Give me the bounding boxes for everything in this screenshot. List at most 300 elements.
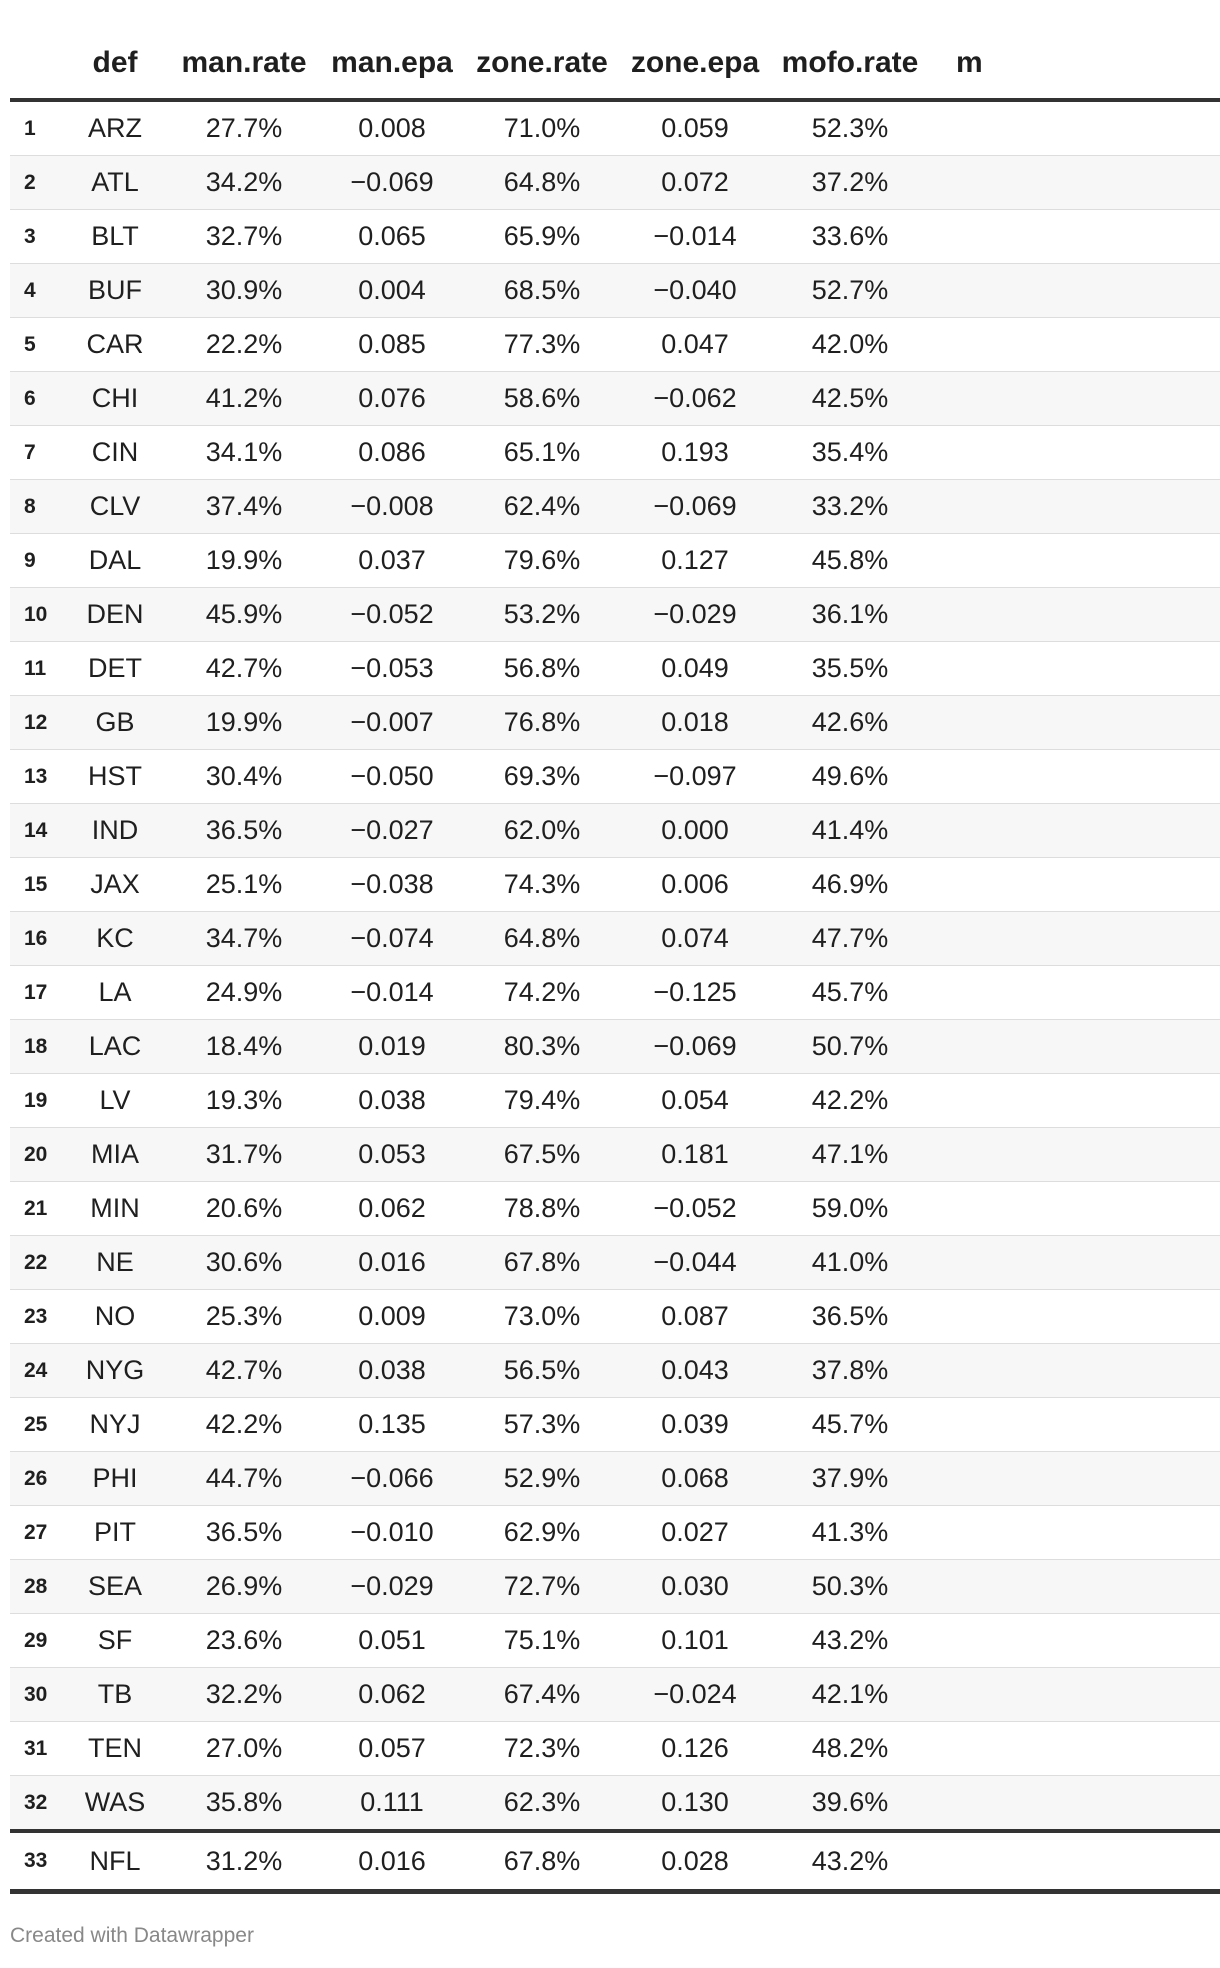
team-cell: MIA — [70, 1128, 160, 1182]
man-rate-cell: 30.4% — [160, 750, 328, 804]
zone-rate-cell: 56.5% — [456, 1344, 628, 1398]
man-rate-cell: 19.9% — [160, 696, 328, 750]
zone-rate-cell: 71.0% — [456, 100, 628, 156]
rank-cell: 30 — [10, 1668, 70, 1722]
man-rate-cell: 34.2% — [160, 156, 328, 210]
man-epa-cell: 0.038 — [328, 1074, 456, 1128]
mofo-rate-cell: 47.1% — [762, 1128, 938, 1182]
table-row — [10, 534, 1220, 588]
team-cell: TB — [70, 1668, 160, 1722]
zone-epa-cell: −0.052 — [628, 1182, 762, 1236]
mofo-rate-cell: 46.9% — [762, 858, 938, 912]
zone-rate-cell: 68.5% — [456, 264, 628, 318]
truncated-cell — [938, 858, 1220, 912]
table-row — [10, 1020, 1220, 1074]
team-cell: LAC — [70, 1020, 160, 1074]
zone-epa-cell: 0.072 — [628, 156, 762, 210]
man-rate-cell: 37.4% — [160, 480, 328, 534]
rank-cell: 14 — [10, 804, 70, 858]
rank-cell: 1 — [10, 100, 70, 156]
table-row — [10, 1452, 1220, 1506]
table-body — [10, 100, 1220, 1892]
truncated-cell — [938, 1776, 1220, 1832]
man-epa-cell: −0.069 — [328, 156, 456, 210]
zone-rate-cell: 65.1% — [456, 426, 628, 480]
table-row — [10, 1722, 1220, 1776]
zone-rate-cell: 72.3% — [456, 1722, 628, 1776]
zone-epa-cell: −0.014 — [628, 210, 762, 264]
team-cell: CAR — [70, 318, 160, 372]
table-row — [10, 1236, 1220, 1290]
man-rate-cell: 30.9% — [160, 264, 328, 318]
man-rate-cell: 25.1% — [160, 858, 328, 912]
rank-cell: 23 — [10, 1290, 70, 1344]
man-epa-cell: −0.008 — [328, 480, 456, 534]
table-row — [10, 1668, 1220, 1722]
column-header-mofo-rate: mofo.rate — [781, 46, 919, 79]
zone-epa-cell: 0.193 — [628, 426, 762, 480]
table-row — [10, 966, 1220, 1020]
rank-cell: 33 — [10, 1831, 70, 1892]
table-row — [10, 156, 1220, 210]
zone-epa-cell: 0.074 — [628, 912, 762, 966]
truncated-cell — [938, 156, 1220, 210]
man-epa-cell: −0.027 — [328, 804, 456, 858]
rank-cell: 11 — [10, 642, 70, 696]
table-row — [10, 858, 1220, 912]
mofo-rate-cell: 47.7% — [762, 912, 938, 966]
rank-cell: 9 — [10, 534, 70, 588]
truncated-cell — [938, 696, 1220, 750]
zone-epa-cell: −0.125 — [628, 966, 762, 1020]
truncated-cell — [938, 372, 1220, 426]
zone-rate-cell: 64.8% — [456, 912, 628, 966]
zone-rate-cell: 64.8% — [456, 156, 628, 210]
table-row — [10, 426, 1220, 480]
man-rate-cell: 42.7% — [160, 1344, 328, 1398]
man-rate-cell: 25.3% — [160, 1290, 328, 1344]
team-cell: ARZ — [70, 100, 160, 156]
man-rate-cell: 34.1% — [160, 426, 328, 480]
team-cell: CLV — [70, 480, 160, 534]
mofo-rate-cell: 43.2% — [762, 1614, 938, 1668]
column-header-rank — [10, 28, 70, 100]
table-row — [10, 1506, 1220, 1560]
rank-cell: 28 — [10, 1560, 70, 1614]
mofo-rate-cell: 37.2% — [762, 156, 938, 210]
zone-epa-cell: 0.049 — [628, 642, 762, 696]
mofo-rate-cell: 45.8% — [762, 534, 938, 588]
truncated-cell — [938, 966, 1220, 1020]
man-epa-cell: −0.014 — [328, 966, 456, 1020]
man-epa-cell: 0.016 — [328, 1236, 456, 1290]
zone-epa-cell: 0.018 — [628, 696, 762, 750]
rank-cell: 10 — [10, 588, 70, 642]
mofo-rate-cell: 50.3% — [762, 1560, 938, 1614]
truncated-cell — [938, 100, 1220, 156]
zone-rate-cell: 75.1% — [456, 1614, 628, 1668]
man-epa-cell: 0.065 — [328, 210, 456, 264]
data-table — [10, 28, 1220, 1894]
man-rate-cell: 30.6% — [160, 1236, 328, 1290]
rank-cell: 22 — [10, 1236, 70, 1290]
zone-rate-cell: 79.4% — [456, 1074, 628, 1128]
zone-rate-cell: 65.9% — [456, 210, 628, 264]
man-rate-cell: 18.4% — [160, 1020, 328, 1074]
truncated-cell — [938, 1344, 1220, 1398]
team-cell: NYG — [70, 1344, 160, 1398]
mofo-rate-cell: 35.5% — [762, 642, 938, 696]
man-epa-cell: −0.038 — [328, 858, 456, 912]
truncated-cell — [938, 426, 1220, 480]
man-epa-cell: 0.076 — [328, 372, 456, 426]
rank-cell: 26 — [10, 1452, 70, 1506]
truncated-cell — [938, 1831, 1220, 1892]
rank-cell: 25 — [10, 1398, 70, 1452]
truncated-cell — [938, 1182, 1220, 1236]
table-row — [10, 372, 1220, 426]
mofo-rate-cell: 49.6% — [762, 750, 938, 804]
zone-rate-cell: 57.3% — [456, 1398, 628, 1452]
man-epa-cell: −0.010 — [328, 1506, 456, 1560]
rank-cell: 12 — [10, 696, 70, 750]
rank-cell: 3 — [10, 210, 70, 264]
table-row — [10, 1182, 1220, 1236]
rank-cell: 24 — [10, 1344, 70, 1398]
zone-rate-cell: 79.6% — [456, 534, 628, 588]
zone-rate-cell: 62.4% — [456, 480, 628, 534]
man-rate-cell: 31.2% — [160, 1831, 328, 1892]
header-row — [10, 28, 1220, 100]
zone-epa-cell: 0.027 — [628, 1506, 762, 1560]
mofo-rate-cell: 33.6% — [762, 210, 938, 264]
mofo-rate-cell: 33.2% — [762, 480, 938, 534]
rank-cell: 19 — [10, 1074, 70, 1128]
team-cell: LA — [70, 966, 160, 1020]
rank-cell: 5 — [10, 318, 70, 372]
man-rate-cell: 26.9% — [160, 1560, 328, 1614]
zone-rate-cell: 73.0% — [456, 1290, 628, 1344]
man-epa-cell: −0.074 — [328, 912, 456, 966]
man-rate-cell: 27.7% — [160, 100, 328, 156]
table-row — [10, 480, 1220, 534]
zone-rate-cell: 80.3% — [456, 1020, 628, 1074]
team-cell: JAX — [70, 858, 160, 912]
truncated-cell — [938, 1236, 1220, 1290]
zone-epa-cell: 0.087 — [628, 1290, 762, 1344]
zone-rate-cell: 67.5% — [456, 1128, 628, 1182]
team-cell: BLT — [70, 210, 160, 264]
man-epa-cell: 0.057 — [328, 1722, 456, 1776]
column-header-man-rate: man.rate — [181, 46, 307, 79]
man-epa-cell: 0.051 — [328, 1614, 456, 1668]
zone-epa-cell: 0.028 — [628, 1831, 762, 1892]
zone-epa-cell: −0.044 — [628, 1236, 762, 1290]
truncated-cell — [938, 1560, 1220, 1614]
zone-epa-cell: 0.043 — [628, 1344, 762, 1398]
man-epa-cell: −0.050 — [328, 750, 456, 804]
table-row — [10, 642, 1220, 696]
man-rate-cell: 23.6% — [160, 1614, 328, 1668]
team-cell: CHI — [70, 372, 160, 426]
team-cell: IND — [70, 804, 160, 858]
zone-epa-cell: 0.181 — [628, 1128, 762, 1182]
zone-epa-cell: 0.068 — [628, 1452, 762, 1506]
team-cell: PHI — [70, 1452, 160, 1506]
zone-rate-cell: 67.8% — [456, 1236, 628, 1290]
zone-epa-cell: 0.030 — [628, 1560, 762, 1614]
zone-epa-cell: 0.006 — [628, 858, 762, 912]
mofo-rate-cell: 42.5% — [762, 372, 938, 426]
table-row — [10, 1128, 1220, 1182]
rank-cell: 6 — [10, 372, 70, 426]
man-epa-cell: 0.135 — [328, 1398, 456, 1452]
zone-epa-cell: 0.126 — [628, 1722, 762, 1776]
team-cell: MIN — [70, 1182, 160, 1236]
mofo-rate-cell: 35.4% — [762, 426, 938, 480]
rank-cell: 4 — [10, 264, 70, 318]
truncated-cell — [938, 264, 1220, 318]
zone-rate-cell: 67.8% — [456, 1831, 628, 1892]
truncated-cell — [938, 1614, 1220, 1668]
man-rate-cell: 35.8% — [160, 1776, 328, 1832]
man-epa-cell: 0.037 — [328, 534, 456, 588]
zone-rate-cell: 67.4% — [456, 1668, 628, 1722]
mofo-rate-cell: 37.8% — [762, 1344, 938, 1398]
zone-epa-cell: −0.069 — [628, 480, 762, 534]
man-rate-cell: 44.7% — [160, 1452, 328, 1506]
table-row — [10, 210, 1220, 264]
man-epa-cell: 0.008 — [328, 100, 456, 156]
man-rate-cell: 42.7% — [160, 642, 328, 696]
team-cell: ATL — [70, 156, 160, 210]
team-cell: SF — [70, 1614, 160, 1668]
zone-rate-cell: 76.8% — [456, 696, 628, 750]
truncated-cell — [938, 912, 1220, 966]
zone-rate-cell: 74.3% — [456, 858, 628, 912]
table-row — [10, 804, 1220, 858]
truncated-cell — [938, 642, 1220, 696]
team-cell: WAS — [70, 1776, 160, 1832]
man-rate-cell: 22.2% — [160, 318, 328, 372]
rank-cell: 29 — [10, 1614, 70, 1668]
man-rate-cell: 19.9% — [160, 534, 328, 588]
man-rate-cell: 41.2% — [160, 372, 328, 426]
zone-epa-cell: 0.130 — [628, 1776, 762, 1832]
table-row — [10, 1074, 1220, 1128]
mofo-rate-cell: 37.9% — [762, 1452, 938, 1506]
man-epa-cell: 0.053 — [328, 1128, 456, 1182]
mofo-rate-cell: 36.5% — [762, 1290, 938, 1344]
man-epa-cell: 0.038 — [328, 1344, 456, 1398]
footer-credit: Created with Datawrapper — [10, 1924, 254, 1947]
truncated-cell — [938, 1506, 1220, 1560]
rank-cell: 7 — [10, 426, 70, 480]
zone-rate-cell: 52.9% — [456, 1452, 628, 1506]
rank-cell: 18 — [10, 1020, 70, 1074]
team-cell: CIN — [70, 426, 160, 480]
rank-cell: 16 — [10, 912, 70, 966]
zone-rate-cell: 62.3% — [456, 1776, 628, 1832]
team-cell: NE — [70, 1236, 160, 1290]
team-cell: DEN — [70, 588, 160, 642]
rank-cell: 17 — [10, 966, 70, 1020]
man-rate-cell: 42.2% — [160, 1398, 328, 1452]
zone-epa-cell: −0.040 — [628, 264, 762, 318]
man-rate-cell: 31.7% — [160, 1128, 328, 1182]
man-epa-cell: 0.062 — [328, 1182, 456, 1236]
team-cell: NFL — [70, 1831, 160, 1892]
zone-rate-cell: 62.0% — [456, 804, 628, 858]
truncated-cell — [938, 1128, 1220, 1182]
zone-epa-cell: 0.127 — [628, 534, 762, 588]
man-epa-cell: −0.052 — [328, 588, 456, 642]
zone-epa-cell: −0.069 — [628, 1020, 762, 1074]
team-cell: DET — [70, 642, 160, 696]
table-row — [10, 1398, 1220, 1452]
mofo-rate-cell: 42.0% — [762, 318, 938, 372]
man-rate-cell: 36.5% — [160, 1506, 328, 1560]
zone-epa-cell: 0.059 — [628, 100, 762, 156]
zone-epa-cell: 0.101 — [628, 1614, 762, 1668]
table-row — [10, 1776, 1220, 1832]
team-cell: HST — [70, 750, 160, 804]
rank-cell: 32 — [10, 1776, 70, 1832]
table-row — [10, 1290, 1220, 1344]
man-rate-cell: 19.3% — [160, 1074, 328, 1128]
truncated-cell — [938, 1398, 1220, 1452]
man-rate-cell: 36.5% — [160, 804, 328, 858]
table-row — [10, 588, 1220, 642]
zone-rate-cell: 74.2% — [456, 966, 628, 1020]
man-epa-cell: 0.009 — [328, 1290, 456, 1344]
mofo-rate-cell: 41.4% — [762, 804, 938, 858]
mofo-rate-cell: 43.2% — [762, 1831, 938, 1892]
rank-cell: 15 — [10, 858, 70, 912]
team-cell: TEN — [70, 1722, 160, 1776]
team-cell: GB — [70, 696, 160, 750]
truncated-cell — [938, 480, 1220, 534]
zone-rate-cell: 78.8% — [456, 1182, 628, 1236]
zone-rate-cell: 56.8% — [456, 642, 628, 696]
rank-cell: 2 — [10, 156, 70, 210]
man-rate-cell: 20.6% — [160, 1182, 328, 1236]
rank-cell: 21 — [10, 1182, 70, 1236]
mofo-rate-cell: 42.1% — [762, 1668, 938, 1722]
mofo-rate-cell: 50.7% — [762, 1020, 938, 1074]
column-header-truncated: m — [956, 46, 983, 79]
truncated-cell — [938, 1020, 1220, 1074]
table-row-total — [10, 1831, 1220, 1892]
rank-cell: 20 — [10, 1128, 70, 1182]
man-rate-cell: 27.0% — [160, 1722, 328, 1776]
table-row — [10, 912, 1220, 966]
truncated-cell — [938, 1290, 1220, 1344]
truncated-cell — [938, 1722, 1220, 1776]
zone-epa-cell: −0.024 — [628, 1668, 762, 1722]
man-rate-cell: 45.9% — [160, 588, 328, 642]
man-rate-cell: 32.2% — [160, 1668, 328, 1722]
zone-epa-cell: −0.029 — [628, 588, 762, 642]
man-rate-cell: 24.9% — [160, 966, 328, 1020]
mofo-rate-cell: 59.0% — [762, 1182, 938, 1236]
man-epa-cell: −0.053 — [328, 642, 456, 696]
table-row — [10, 1560, 1220, 1614]
mofo-rate-cell: 42.2% — [762, 1074, 938, 1128]
table-row — [10, 1344, 1220, 1398]
table-row — [10, 264, 1220, 318]
team-cell: BUF — [70, 264, 160, 318]
man-rate-cell: 32.7% — [160, 210, 328, 264]
mofo-rate-cell: 42.6% — [762, 696, 938, 750]
table-row — [10, 100, 1220, 156]
mofo-rate-cell: 41.0% — [762, 1236, 938, 1290]
zone-epa-cell: −0.097 — [628, 750, 762, 804]
mofo-rate-cell: 36.1% — [762, 588, 938, 642]
zone-epa-cell: 0.039 — [628, 1398, 762, 1452]
zone-epa-cell: −0.062 — [628, 372, 762, 426]
truncated-cell — [938, 1074, 1220, 1128]
mofo-rate-cell: 52.7% — [762, 264, 938, 318]
man-epa-cell: 0.111 — [328, 1776, 456, 1832]
table-row — [10, 696, 1220, 750]
rank-cell: 27 — [10, 1506, 70, 1560]
man-epa-cell: −0.007 — [328, 696, 456, 750]
truncated-cell — [938, 318, 1220, 372]
team-cell: DAL — [70, 534, 160, 588]
team-cell: NYJ — [70, 1398, 160, 1452]
mofo-rate-cell: 45.7% — [762, 966, 938, 1020]
man-epa-cell: 0.086 — [328, 426, 456, 480]
mofo-rate-cell: 39.6% — [762, 1776, 938, 1832]
zone-rate-cell: 62.9% — [456, 1506, 628, 1560]
rank-cell: 31 — [10, 1722, 70, 1776]
zone-rate-cell: 53.2% — [456, 588, 628, 642]
mofo-rate-cell: 52.3% — [762, 100, 938, 156]
zone-rate-cell: 69.3% — [456, 750, 628, 804]
zone-rate-cell: 77.3% — [456, 318, 628, 372]
man-epa-cell: −0.029 — [328, 1560, 456, 1614]
man-epa-cell: 0.019 — [328, 1020, 456, 1074]
column-header-zone-epa: zone.epa — [630, 46, 760, 79]
man-epa-cell: 0.004 — [328, 264, 456, 318]
man-rate-cell: 34.7% — [160, 912, 328, 966]
man-epa-cell: 0.062 — [328, 1668, 456, 1722]
zone-rate-cell: 58.6% — [456, 372, 628, 426]
column-header-zone-rate: zone.rate — [476, 46, 608, 79]
man-epa-cell: 0.016 — [328, 1831, 456, 1892]
mofo-rate-cell: 45.7% — [762, 1398, 938, 1452]
column-header-man-epa: man.epa — [331, 46, 453, 79]
team-cell: NO — [70, 1290, 160, 1344]
table-row — [10, 1614, 1220, 1668]
mofo-rate-cell: 48.2% — [762, 1722, 938, 1776]
zone-epa-cell: 0.000 — [628, 804, 762, 858]
mofo-rate-cell: 41.3% — [762, 1506, 938, 1560]
truncated-cell — [938, 534, 1220, 588]
zone-epa-cell: 0.047 — [628, 318, 762, 372]
team-cell: PIT — [70, 1506, 160, 1560]
man-epa-cell: 0.085 — [328, 318, 456, 372]
truncated-cell — [938, 804, 1220, 858]
truncated-cell — [938, 210, 1220, 264]
rank-cell: 13 — [10, 750, 70, 804]
zone-rate-cell: 72.7% — [456, 1560, 628, 1614]
zone-epa-cell: 0.054 — [628, 1074, 762, 1128]
team-cell: KC — [70, 912, 160, 966]
man-epa-cell: −0.066 — [328, 1452, 456, 1506]
truncated-cell — [938, 588, 1220, 642]
